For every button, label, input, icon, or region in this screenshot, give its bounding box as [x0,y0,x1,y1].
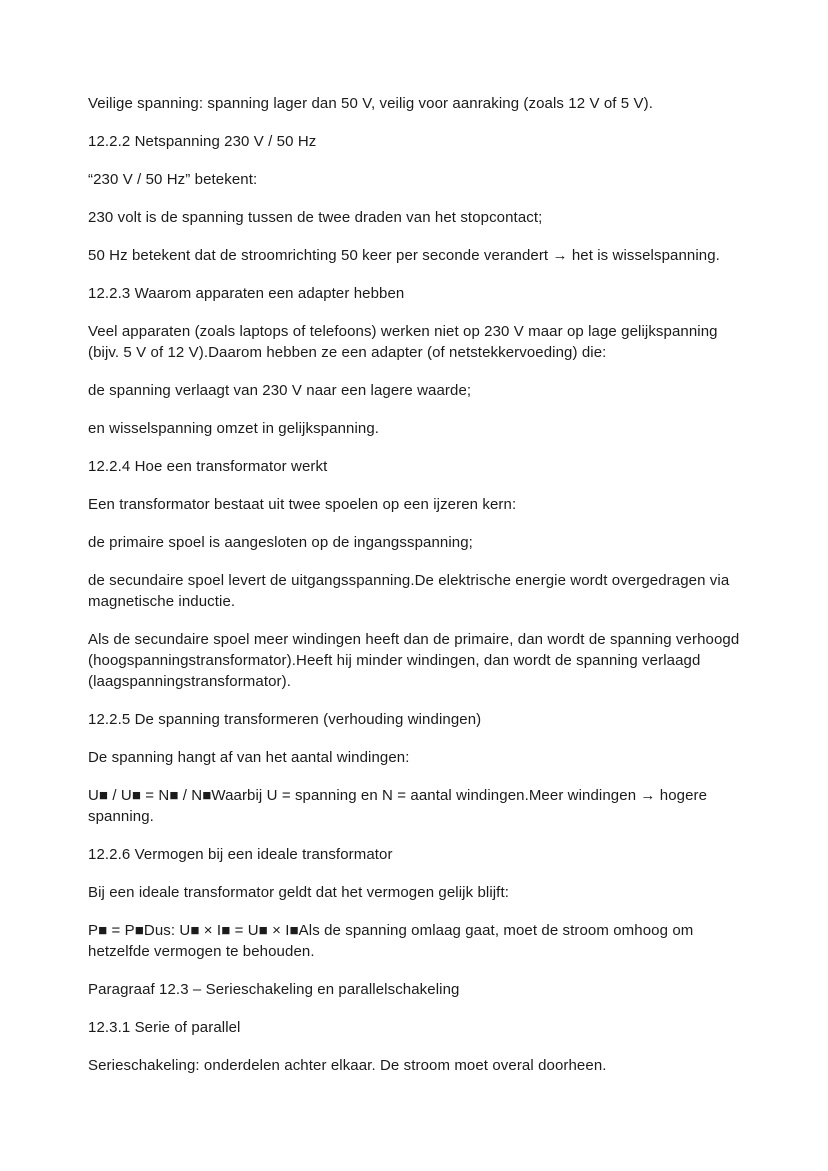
paragraph: P■ = P■Dus: U■ × I■ = U■ × I■Als de spanning omlaag gaat, moet de stroom omhoog om hetzelfde vermogen te behouden. [88,922,698,960]
paragraph: De spanning hangt af van het aantal windingen: [88,749,410,766]
paragraph: 12.2.3 Waarom apparaten een adapter hebben [88,285,405,302]
paragraph: Bij een ideale transformator geldt dat het vermogen gelijk blijft: [88,884,509,901]
paragraph: Een transformator bestaat uit twee spoelen op een ijzeren kern: [88,496,517,513]
document-body [88,93,742,1093]
paragraph: 12.2.6 Vermogen bij een ideale transformator [88,846,393,863]
paragraph: 12.3.1 Serie of parallel [88,1019,241,1036]
paragraph: Veilige spanning: spanning lager dan 50 V, veilig voor aanraking (zoals 12 V of 5 V). [88,95,653,112]
paragraph: Als de secundaire spoel meer windingen heeft dan de primaire, dan wordt de spanning verhoogd (hoogspanningstransformator).Heeft hij minder windingen, dan wordt de spanning verlaagd (laagspanningstransformator). [88,631,744,690]
paragraph: 230 volt is de spanning tussen de twee draden van het stopcontact; [88,209,543,226]
paragraph: U■ / U■ = N■ / N■Waarbij U = spanning en N = aantal windingen.Meer windingen → hogere spanning. [88,787,712,825]
paragraph: Paragraaf 12.3 – Serieschakeling en parallelschakeling [88,981,460,998]
paragraph: Veel apparaten (zoals laptops of telefoons) werken niet op 230 V maar op lage gelijkspanning (bijv. 5 V of 12 V).Daarom hebben ze een adapter (of netstekkervoeding) die: [88,323,722,361]
paragraph: en wisselspanning omzet in gelijkspanning. [88,420,380,437]
paragraph: Serieschakeling: onderdelen achter elkaar. De stroom moet overal doorheen. [88,1057,607,1074]
paragraph: 12.2.2 Netspanning 230 V / 50 Hz [88,133,317,150]
paragraph: de secundaire spoel levert de uitgangsspanning.De elektrische energie wordt overgedragen via magnetische inductie. [88,572,734,610]
paragraph: “230 V / 50 Hz” betekent: [88,171,258,188]
paragraph: 12.2.4 Hoe een transformator werkt [88,458,328,475]
paragraph: de spanning verlaagt van 230 V naar een lagere waarde; [88,382,472,399]
paragraph: 12.2.5 De spanning transformeren (verhouding windingen) [88,711,482,728]
paragraph: 50 Hz betekent dat de stroomrichting 50 keer per seconde verandert → het is wisselspanning. [88,247,720,264]
paragraph: de primaire spoel is aangesloten op de ingangsspanning; [88,534,473,551]
